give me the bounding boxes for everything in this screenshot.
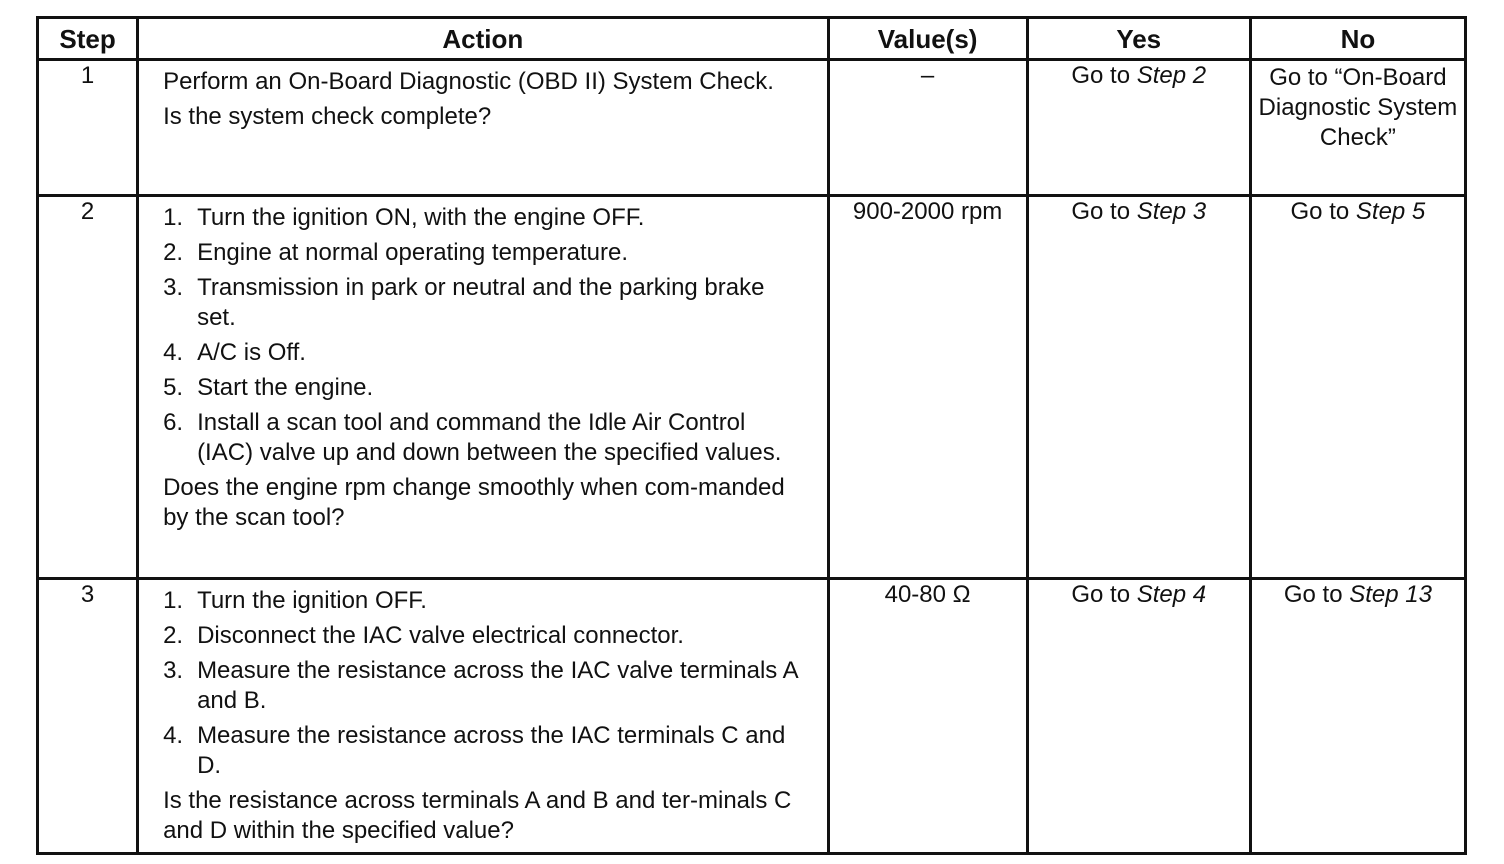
list-item: 2. Disconnect the IAC valve electrical connector. xyxy=(163,622,684,649)
yes-cell[interactable] xyxy=(1027,196,1250,579)
action-steps-list xyxy=(163,586,806,781)
no-cell[interactable] xyxy=(1250,579,1465,854)
list-item: 4. Measure the resistance across the IAC terminals C and D. xyxy=(163,722,786,779)
action-cell xyxy=(138,60,828,196)
list-item: 5. Start the engine. xyxy=(163,374,374,401)
action-question: Is the resistance across terminals A and B and ter-minals C and D within the specified value? xyxy=(163,787,792,844)
list-item: 4. A/C is Off. xyxy=(163,339,306,366)
step-number: 3 xyxy=(38,579,138,854)
header-action: Action xyxy=(138,18,828,60)
yes-prefix: Go to xyxy=(1071,581,1131,608)
yes-prefix: Go to xyxy=(1071,198,1131,225)
action-cell xyxy=(138,196,828,579)
no-prefix: Go to xyxy=(1283,581,1343,608)
list-item: 6. Install a scan tool and command the Idle Air Control (IAC) valve up and down between the specified values. xyxy=(163,409,782,466)
action-intro: Perform an On-Board Diagnostic (OBD II) System Check. xyxy=(163,68,774,95)
no-prefix: Go to xyxy=(1290,198,1350,225)
diagnostic-table xyxy=(36,16,1467,855)
no-cell[interactable] xyxy=(1250,196,1465,579)
yes-target[interactable]: Step 2 xyxy=(1136,62,1207,89)
action-question: Is the system check complete? xyxy=(163,103,492,130)
value-cell: 40-80 Ω xyxy=(828,579,1027,854)
yes-target[interactable]: Step 4 xyxy=(1136,581,1207,608)
header-values: Value(s) xyxy=(828,18,1027,60)
yes-target[interactable]: Step 3 xyxy=(1136,198,1207,225)
header-row xyxy=(38,18,1466,60)
step-number: 2 xyxy=(38,196,138,579)
list-item: 3. Transmission in park or neutral and the parking brake set. xyxy=(163,274,765,331)
list-item: 1. Turn the ignition OFF. xyxy=(163,587,427,614)
no-target[interactable]: Step 5 xyxy=(1355,198,1426,225)
yes-cell[interactable] xyxy=(1027,60,1250,196)
list-item: 3. Measure the resistance across the IAC valve terminals A and B. xyxy=(163,657,798,714)
no-target[interactable]: Step 13 xyxy=(1349,581,1432,608)
value-cell: – xyxy=(828,60,1027,196)
table-row-step-3 xyxy=(38,579,1466,854)
action-cell xyxy=(138,579,828,854)
header-yes: Yes xyxy=(1027,18,1250,60)
table-row-step-1 xyxy=(38,60,1466,196)
list-item: 2. Engine at normal operating temperature. xyxy=(163,239,628,266)
header-step: Step xyxy=(38,18,138,60)
table-row-step-2 xyxy=(38,196,1466,579)
step-number: 1 xyxy=(38,60,138,196)
action-steps-list xyxy=(163,203,806,468)
yes-cell[interactable] xyxy=(1027,579,1250,854)
value-cell: 900-2000 rpm xyxy=(828,196,1027,579)
header-no: No xyxy=(1250,18,1465,60)
yes-prefix: Go to xyxy=(1071,62,1131,89)
list-item: 1. Turn the ignition ON, with the engine OFF. xyxy=(163,204,645,231)
action-question: Does the engine rpm change smoothly when com-manded by the scan tool? xyxy=(163,474,785,531)
no-cell[interactable]: Go to “On-Board Diagnostic System Check” xyxy=(1250,60,1465,196)
